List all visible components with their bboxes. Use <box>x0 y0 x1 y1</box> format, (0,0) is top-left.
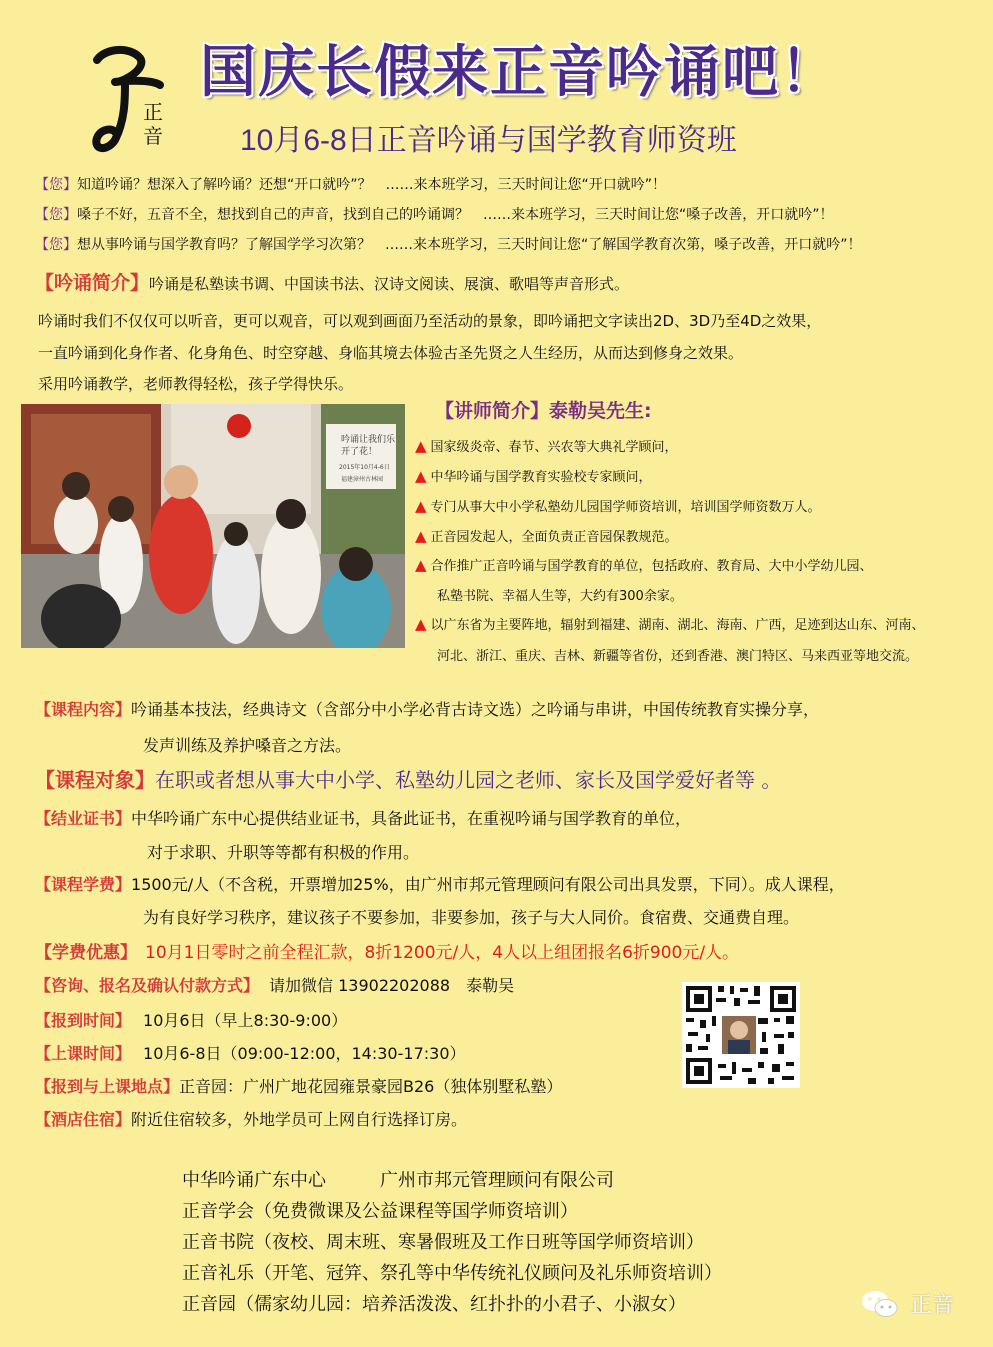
footer-line: 正音学会（免费微课及公益课程等国学师资培训） <box>182 1201 578 1222</box>
cert-line <box>35 806 691 829</box>
lecturer-bullet <box>415 436 678 455</box>
triangle-icon: ▲ <box>415 556 427 574</box>
intro-line <box>35 268 629 295</box>
content-text: 吟诵基本技法，经典诗文（含部分中小学必背古诗文选）之吟诵与串讲，中国传统教育实操分享， <box>131 700 820 719</box>
checkin-line <box>35 1008 347 1031</box>
footer-line: 正音礼乐（开笔、冠笄、祭孔等中华传统礼仪顾问及礼乐师资培训） <box>182 1263 722 1284</box>
question-text: 知道吟诵？想深入了解吟诵？还想“开口就吟”？ ……来本班学习，三天时间让您“开口就吟”！ <box>77 177 667 193</box>
bullet-text: 合作推广正音吟诵与国学教育的单位，包括政府、教育局、大中小学幼儿园、 <box>430 559 873 574</box>
logo-text: 正音 <box>143 100 163 148</box>
bullet-continuation: 河北、浙江、重庆、吉林、新疆等省份，还到香港、澳门特区、马来西亚等地交流。 <box>437 649 919 664</box>
intro-first: 吟诵是私塾读书调、中国读书法、汉诗文阅读、展演、歌唱等声音形式。 <box>149 275 630 293</box>
bullet-text: 以广东省为主要阵地，辐射到福建、湖南、湖北、海南、广西，足迹到达山东、河南、 <box>430 618 925 633</box>
consult-label: 【咨询、报名及确认付款方式】 <box>35 976 260 995</box>
class-time-line <box>35 1041 466 1064</box>
intro-text: 一直吟诵到化身作者、化身角色、时空穿越、身临其境去体验古圣先贤之人生经历，从而达到修身之效果。 <box>38 344 744 362</box>
content-line <box>35 697 819 720</box>
fee-line <box>35 872 845 895</box>
photo-sign-date: 2015年10月4-6日 <box>339 464 390 471</box>
bullet-text: 正音园发起人，全面负责正音园保教规范。 <box>430 530 678 545</box>
photo-sign-place: 福建漳州古林园 <box>341 476 384 483</box>
wechat-label: 正音 <box>910 1293 955 1318</box>
wechat-watermark <box>860 1284 990 1324</box>
lecturer-bullet <box>415 614 925 633</box>
class-time-label: 【上课时间】 <box>35 1044 132 1063</box>
discount-label: 【学费优惠】 <box>35 943 137 963</box>
lecturer-title: 【讲师简介】泰勒吴先生: <box>435 400 652 422</box>
venue-label: 【报到与上课地点】 <box>35 1077 180 1096</box>
lecturer-bullet <box>415 466 652 485</box>
lecturer-bullet <box>415 496 821 515</box>
bullet-text: 国家级炎帝、春节、兴农等大典礼学顾问， <box>430 440 678 455</box>
wechat-icon <box>860 1288 900 1320</box>
question-tag: 【您】 <box>35 237 77 253</box>
lecturer-bullet <box>415 555 873 574</box>
footer-line: 正音园（儒家幼儿园：培养活泼泼、红扑扑的小君子、小淑女） <box>182 1294 686 1315</box>
content-text-cont: 发声训练及养护嗓音之方法。 <box>143 736 352 755</box>
question-line <box>35 204 834 224</box>
hotel-line <box>35 1107 467 1130</box>
venue-line <box>35 1074 562 1097</box>
question-text: 想从事吟诵与国学教育吗？了解国学学习次第？ ……来本班学习，三天时间让您“了解国学教育次第，嗓子改善，开口就吟”！ <box>77 237 862 253</box>
class-time-text: 10月6-8日（09:00-12:00，14:30-17:30） <box>143 1044 466 1063</box>
target-text: 在职或者想从事大中小学、私塾幼儿园之老师、家长及国学爱好者等 。 <box>155 768 782 792</box>
bullet-text: 专门从事大中小学私塾幼儿园国学师资培训，培训国学师资数万人。 <box>430 500 821 515</box>
consult-line <box>35 973 514 996</box>
discount-text: 10月1日零时之前全程汇款，8折1200元/人，4人以上组团报名6折900元/人。 <box>145 943 740 963</box>
question-text: 嗓子不好，五音不全，想找到自己的声音，找到自己的吟诵调？ ……来本班学习，三天时间让您“嗓子改善，开口就吟”！ <box>77 207 834 223</box>
logo-mark <box>85 40 185 165</box>
hotel-label: 【酒店住宿】 <box>35 1110 132 1129</box>
triangle-icon: ▲ <box>415 467 427 485</box>
cert-label: 【结业证书】 <box>35 809 132 828</box>
triangle-icon: ▲ <box>415 527 427 545</box>
triangle-icon: ▲ <box>415 497 427 515</box>
qr-code <box>682 982 800 1088</box>
cert-text-cont: 对于求职、升职等等都有积极的作用。 <box>147 843 420 862</box>
content-label: 【课程内容】 <box>35 700 132 719</box>
venue-text: 正音园：广州广地花园雍景豪园B26（独体别墅私塾） <box>179 1077 563 1096</box>
photo-sign-text: 吟诵让我们乐开了花！ <box>341 435 396 457</box>
question-line <box>35 234 862 254</box>
fee-label: 【课程学费】 <box>35 875 132 894</box>
hotel-text: 附近住宿较多，外地学员可上网自行选择订房。 <box>131 1110 468 1129</box>
discount-line <box>35 938 739 963</box>
target-line <box>35 764 781 793</box>
class-photo <box>21 404 405 648</box>
lecturer-bullet <box>415 526 678 545</box>
footer-line: 正音书院（夜校、周末班、寒暑假班及工作日班等国学师资培训） <box>182 1232 704 1253</box>
fee-text: 1500元/人（不含税，开票增加25%，由广州市邦元管理顾问有限公司出具发票，下同）。成人课程， <box>131 875 845 894</box>
checkin-text: 10月6日（早上8:30-9:00） <box>143 1011 348 1030</box>
checkin-label: 【报到时间】 <box>35 1011 132 1030</box>
triangle-icon: ▲ <box>415 437 427 455</box>
consult-text: 请加微信 13902202088 泰勒吴 <box>269 976 515 995</box>
footer-line: 中华吟诵广东中心 广州市邦元管理顾问有限公司 <box>182 1170 614 1191</box>
triangle-icon: ▲ <box>415 615 427 633</box>
question-tag: 【您】 <box>35 207 77 223</box>
fee-text-cont: 为有良好学习秩序，建议孩子不要参加，非要参加，孩子与大人同价。食宿费、交通费自理。 <box>143 908 800 927</box>
intro-text: 采用吟诵教学，老师教得轻松，孩子学得快乐。 <box>38 375 354 393</box>
page-subtitle: 10月6-8日正音吟诵与国学教育师资班 <box>240 124 737 157</box>
intro-label: 【吟诵简介】 <box>35 272 150 294</box>
target-label: 【课程对象】 <box>35 768 155 792</box>
cert-text: 中华吟诵广东中心提供结业证书，具备此证书，在重视吟诵与国学教育的单位， <box>131 809 692 828</box>
question-tag: 【您】 <box>35 177 77 193</box>
intro-text: 吟诵时我们不仅仅可以听音，更可以观音，可以观到画面乃至活动的景象，即吟诵把文字读出2D、3D乃至4D之效果， <box>38 312 822 330</box>
page-title: 国庆长假来正音吟诵吧！ <box>200 40 838 105</box>
bullet-continuation: 私塾书院、幸福人生等，大约有300余家。 <box>437 589 683 604</box>
question-line <box>35 174 666 194</box>
logo <box>85 40 185 165</box>
bullet-text: 中华吟诵与国学教育实验校专家顾问， <box>430 470 652 485</box>
